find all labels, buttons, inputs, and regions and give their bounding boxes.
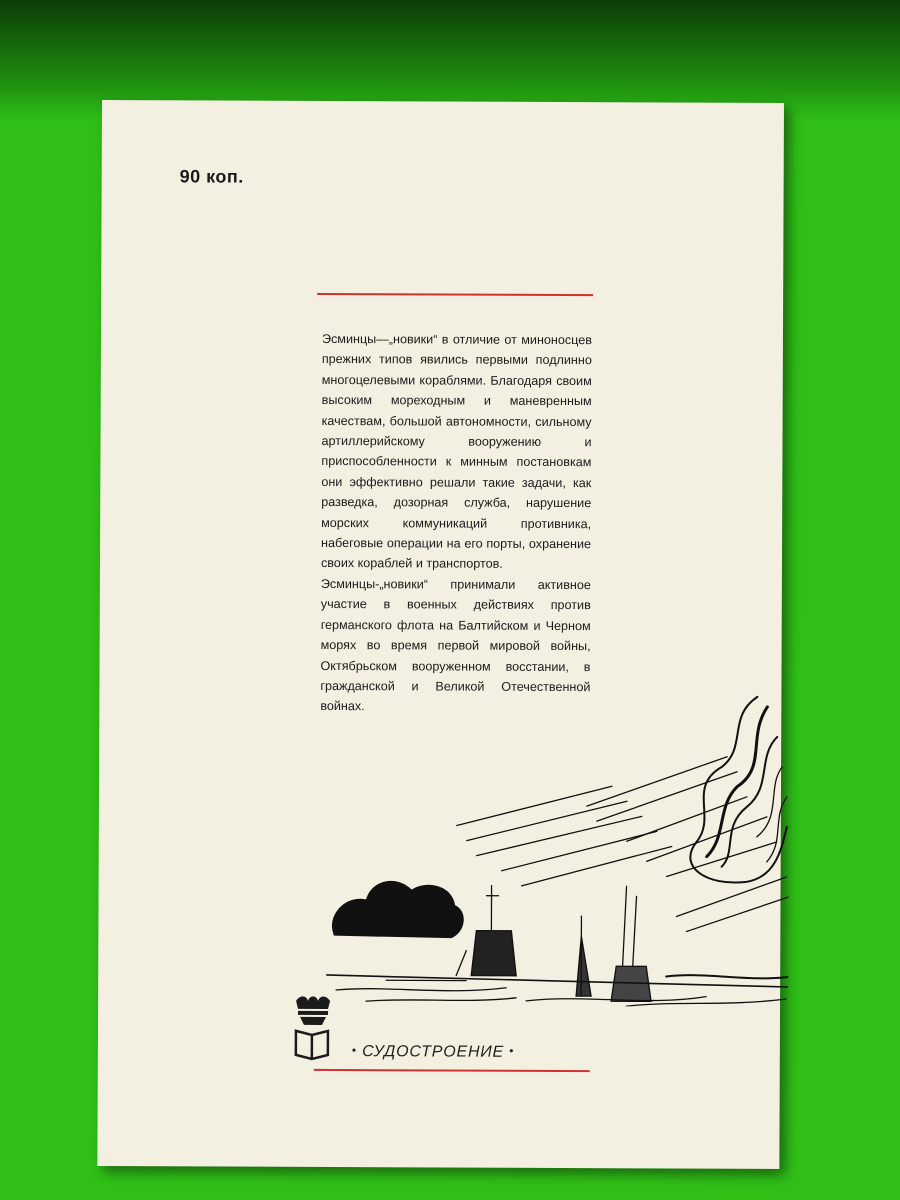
ship-book-logo-icon	[292, 995, 332, 1061]
book-back-cover	[97, 100, 784, 1169]
description-paragraph-2: Эсминцы-„новики“ принимали активное участие в военных действиях против германского флота на Балтийском и Черном морях во время первой мировой войны, Октябрьском вооруженном восстании, в гражданской и Великой Отечественной войнах.	[320, 576, 591, 714]
bottom-red-rule	[314, 1069, 590, 1072]
publisher-bullet-right: •	[509, 1043, 515, 1058]
publisher-label: СУДОСТРОЕНИЕ	[362, 1043, 505, 1061]
top-red-rule	[317, 293, 593, 296]
warships-illustration	[326, 675, 789, 1007]
price-label: 90 коп.	[179, 166, 244, 187]
publisher-name	[352, 1043, 542, 1062]
publisher-bullet-left: •	[351, 1043, 357, 1058]
description-text	[320, 329, 592, 718]
description-paragraph-1: Эсминцы—„новики“ в отличие от миноносцев прежних типов явились первыми подлинно многоцелевыми кораблями. Благодаря своим высоким мореходным и маневренным качествам, большой автономности, сильному артиллерийскому вооружению и приспособленности к минным постановкам они эффективно решали такие задачи, как разведка, дозорная служба, нарушение морских коммуникаций противника, набеговые операции на его порты, охранение своих кораблей и транспортов.	[320, 331, 592, 572]
